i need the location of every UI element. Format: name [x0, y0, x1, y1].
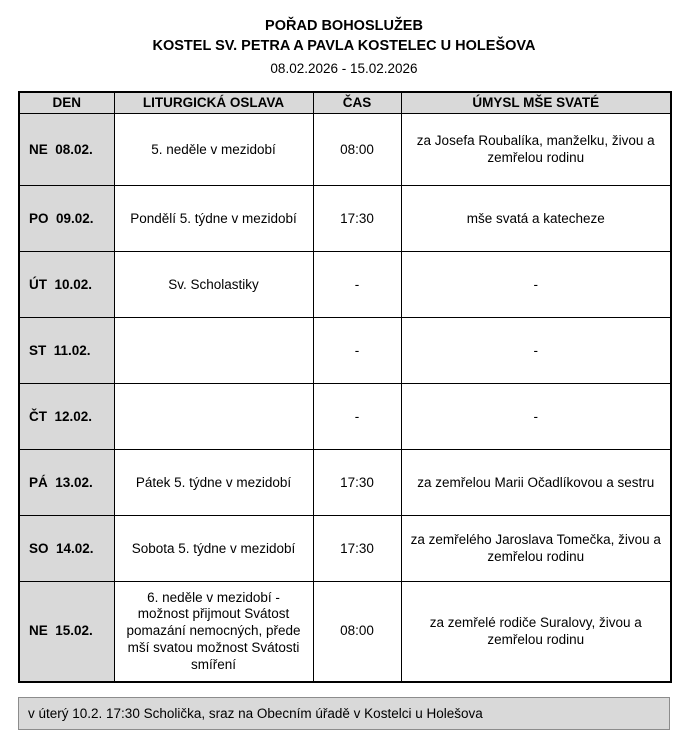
time-cell: 17:30: [313, 516, 401, 582]
time-cell: 17:30: [313, 450, 401, 516]
footer-note: v úterý 10.2. 17:30 Scholička, sraz na Obecním úřadě v Kostelci u Holešova: [18, 697, 670, 730]
day-cell: ČT 12.02.: [19, 384, 114, 450]
time-cell: 17:30: [313, 186, 401, 252]
celebration-cell: [114, 384, 313, 450]
day-cell: NE 15.02.: [19, 582, 114, 682]
celebration-cell: Pondělí 5. týdne v mezidobí: [114, 186, 313, 252]
intention-cell: za zemřelého Jaroslava Tomečka, živou a zemřelou rodinu: [401, 516, 671, 582]
celebration-cell: [114, 318, 313, 384]
column-header-umysl: ÚMYSL MŠE SVATÉ: [401, 92, 671, 114]
time-cell: 08:00: [313, 582, 401, 682]
table-header-row: [19, 92, 671, 114]
column-header-den: DEN: [19, 92, 114, 114]
intention-cell: -: [401, 384, 671, 450]
page-subtitle: KOSTEL SV. PETRA A PAVLA KOSTELEC U HOLEŠOVA: [152, 38, 536, 55]
page-title: POŘAD BOHOSLUŽEB: [265, 18, 423, 34]
schedule-table: [18, 91, 672, 683]
table-row: [19, 114, 671, 186]
table-row: [19, 384, 671, 450]
celebration-cell: Pátek 5. týdne v mezidobí: [114, 450, 313, 516]
time-cell: -: [313, 384, 401, 450]
day-cell: NE 08.02.: [19, 114, 114, 186]
schedule-body: [19, 114, 671, 682]
column-header-liturgicka-oslava: LITURGICKÁ OSLAVA: [114, 92, 313, 114]
day-cell: PO 09.02.: [19, 186, 114, 252]
celebration-cell: Sv. Scholastiky: [114, 252, 313, 318]
table-row: [19, 516, 671, 582]
celebration-cell: Sobota 5. týdne v mezidobí: [114, 516, 313, 582]
intention-cell: -: [401, 318, 671, 384]
table-row: [19, 450, 671, 516]
date-range: 08.02.2026 - 15.02.2026: [270, 60, 418, 76]
day-cell: ÚT 10.02.: [19, 252, 114, 318]
table-row: [19, 582, 671, 682]
celebration-cell: 5. neděle v mezidobí: [114, 114, 313, 186]
day-cell: PÁ 13.02.: [19, 450, 114, 516]
intention-cell: mše svatá a katecheze: [401, 186, 671, 252]
table-row: [19, 318, 671, 384]
intention-cell: za zemřelé rodiče Suralovy, živou a zemřelou rodinu: [401, 582, 671, 682]
intention-cell: -: [401, 252, 671, 318]
celebration-cell: 6. neděle v mezidobí - možnost přijmout Svátost pomazání nemocných, přede mší svatou možnost Svátosti smíření: [114, 582, 313, 682]
time-cell: -: [313, 252, 401, 318]
document-header: [18, 16, 670, 76]
intention-cell: za zemřelou Marii Očadlíkovou a sestru: [401, 450, 671, 516]
table-row: [19, 252, 671, 318]
time-cell: 08:00: [313, 114, 401, 186]
column-header-cas: ČAS: [313, 92, 401, 114]
intention-cell: za Josefa Roubalíka, manželku, živou a zemřelou rodinu: [401, 114, 671, 186]
day-cell: SO 14.02.: [19, 516, 114, 582]
day-cell: ST 11.02.: [19, 318, 114, 384]
time-cell: -: [313, 318, 401, 384]
table-row: [19, 186, 671, 252]
